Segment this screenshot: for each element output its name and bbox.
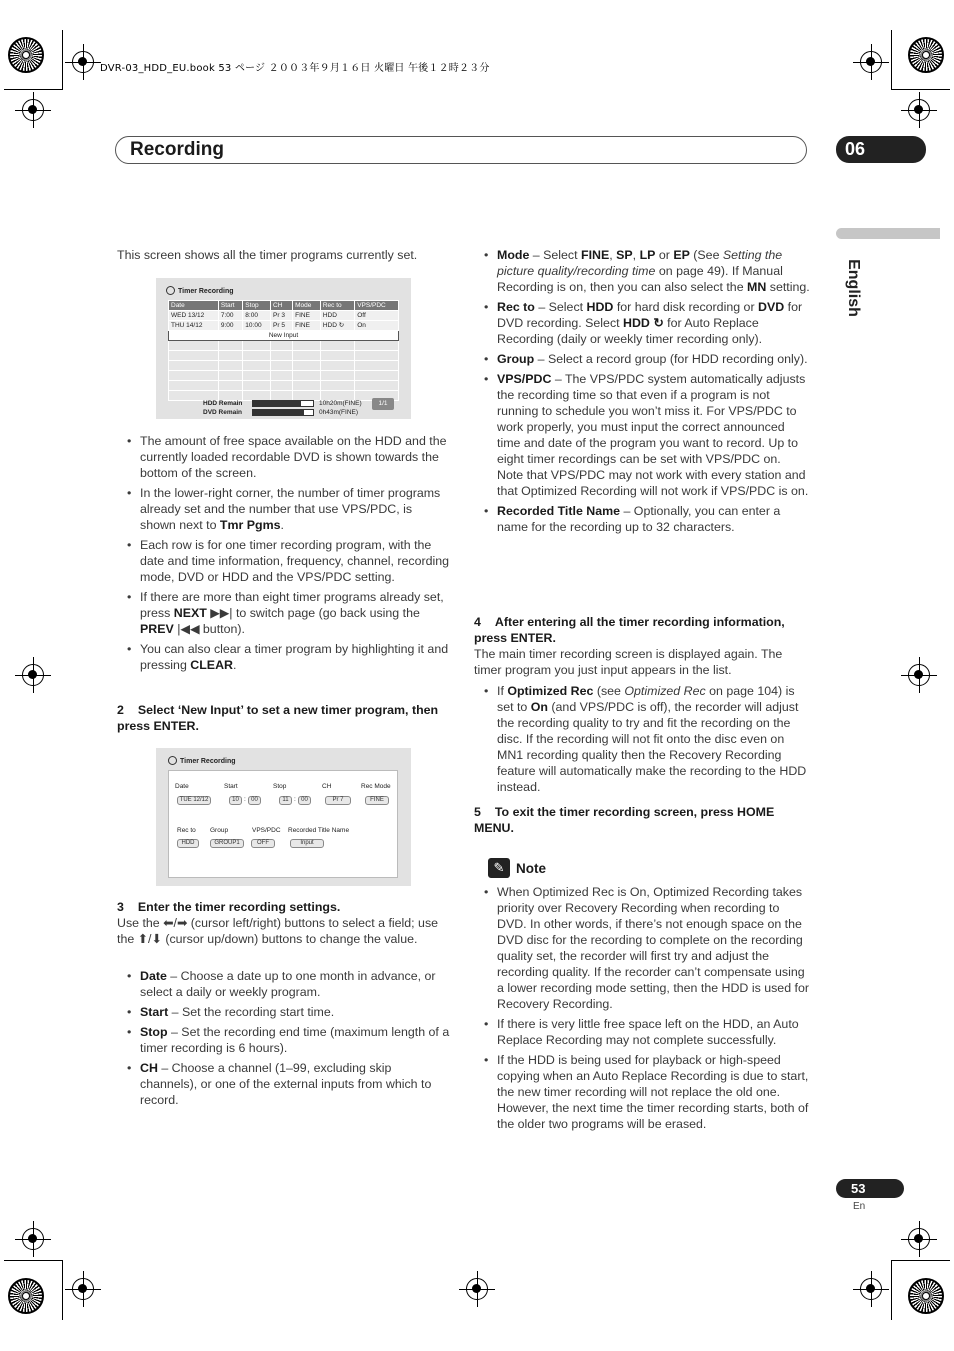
registration-mark (72, 51, 94, 73)
column-header: Start (218, 301, 242, 311)
empty-row (169, 351, 399, 361)
crop-line (892, 89, 950, 90)
table-cell (218, 371, 242, 381)
crop-line (62, 1260, 63, 1320)
column-header: Mode (293, 301, 321, 311)
rec-mode-label: Rec Mode (361, 783, 391, 790)
table-cell: HDD ↻ (320, 321, 354, 331)
table-cell (355, 361, 399, 371)
table-cell (243, 361, 271, 371)
table-cell (169, 361, 219, 371)
list-item: • Start – Set the recording start time. (117, 1004, 450, 1020)
timer-input-screen (156, 748, 411, 886)
note-item: • If the HDD is being used for playback or high-speed copying when an Auto Replace Recording is due to start, the new timer recording will not replace the old one. However, the next time the timer recording starts, both of the older two programs will be erased. (474, 1052, 810, 1132)
registration-mark (908, 99, 930, 121)
step-3-body: Use the ⬅/➡ (cursor left/right) buttons to select a field; use the ⬆/⬇ (cursor up/down) buttons to change the value. (117, 916, 439, 946)
empty-row (169, 361, 399, 371)
print-file-header: DVR-03_HDD_EU.book 53 ページ ２００３年９月１６日 火曜日 午後１２時２３分 (100, 63, 490, 74)
table-cell (271, 351, 293, 361)
empty-row (169, 381, 399, 391)
stop-label: Stop (273, 783, 287, 790)
column-header: Date (169, 301, 219, 311)
new-input-cell[interactable]: New Input (169, 331, 399, 341)
table-cell: THU 14/12 (169, 321, 219, 331)
table-cell (320, 351, 354, 361)
chapter-number: 06 (836, 136, 926, 163)
crop-line (892, 1260, 950, 1261)
table-cell (169, 371, 219, 381)
vps-field[interactable]: OFF (251, 839, 275, 848)
note-pencil-icon: ✎ (488, 858, 510, 878)
table-cell (293, 361, 321, 371)
registration-mark (908, 1228, 930, 1250)
table-cell (320, 361, 354, 371)
table-cell (320, 341, 354, 351)
empty-row (169, 371, 399, 381)
step-4: 4 After entering all the timer recording information, press ENTER. (474, 615, 785, 645)
step-2: 2 Select ‘New Input’ to set a new timer program, then press ENTER. (117, 703, 439, 733)
registration-mark (22, 99, 44, 121)
registration-mark (22, 1228, 44, 1250)
registration-mark (72, 1278, 94, 1300)
table-cell (293, 371, 321, 381)
input-panel (168, 770, 398, 878)
table-cell (355, 351, 399, 361)
print-registration-wheel (908, 1278, 944, 1314)
list-item: • In the lower-right corner, the number of timer programs already set and the number that use VPS/PDC, is shown next to Tmr Pgms. (117, 485, 450, 533)
ch-field[interactable]: Pr 7 (325, 796, 351, 805)
print-registration-wheel (8, 37, 44, 73)
registration-mark (860, 1278, 882, 1300)
settings-list-continued (474, 247, 810, 539)
registration-mark (908, 664, 930, 686)
crop-line (4, 1260, 62, 1261)
table-cell: On (355, 321, 399, 331)
table-cell: Pr 3 (271, 311, 293, 321)
timer-row[interactable] (169, 321, 399, 331)
page-language: En (853, 1201, 866, 1212)
column-header: CH (271, 301, 293, 311)
registration-mark (466, 1278, 488, 1300)
crop-line (891, 30, 892, 90)
new-input-row[interactable] (169, 331, 399, 341)
start-label: Start (224, 783, 238, 790)
list-item: • Each row is for one timer recording program, with the date and time information, frequency, channel, recording mode, DVD or HDD and the VPS/PDC setting. (117, 537, 450, 585)
crop-line (4, 89, 62, 90)
rec-to-label: Rec to (177, 827, 196, 834)
table-cell (243, 341, 271, 351)
table-cell (169, 381, 219, 391)
intro-text: This screen shows all the timer programs currently set. (117, 248, 418, 262)
screen-title: Timer Recording (166, 286, 234, 296)
language-tab-bar (836, 228, 940, 239)
table-cell (271, 361, 293, 371)
table-cell (218, 341, 242, 351)
table-cell (355, 381, 399, 391)
list-item: • You can also clear a timer program by highlighting it and pressing CLEAR. (117, 641, 450, 673)
table-cell: 8:00 (243, 311, 271, 321)
table-cell: WED 13/12 (169, 311, 219, 321)
rec-to-field[interactable]: HDD (177, 839, 199, 848)
table-cell (218, 361, 242, 371)
table-cell: FINE (293, 321, 321, 331)
hdd-remain-value: 10h20m(FINE) (319, 400, 362, 407)
table-cell: Off (355, 311, 399, 321)
dvd-remain-label: DVD Remain (203, 409, 243, 416)
note-title: Note (516, 861, 546, 876)
page-indicator: 1/1 (372, 398, 394, 410)
stop-minute-field[interactable]: 00 (298, 796, 311, 805)
table-cell (293, 351, 321, 361)
clock-icon (168, 756, 177, 765)
crop-line (62, 30, 63, 90)
group-label: Group (210, 827, 229, 834)
table-cell (243, 381, 271, 391)
rec-mode-field[interactable]: FINE (365, 796, 389, 805)
table-cell (355, 341, 399, 351)
column-header: Rec to (320, 301, 354, 311)
date-label: Date (175, 783, 189, 790)
table-cell: 9:00 (218, 321, 242, 331)
list-item: • The amount of free space available on the HDD and the currently loaded recordable DVD is shown towards the bottom of the screen. (117, 433, 450, 481)
list-item: • Stop – Set the recording end time (maximum length of a timer recording is 6 hours). (117, 1024, 450, 1056)
section-title-bar (115, 136, 807, 164)
dvd-remain-value: 0h43m(FINE) (319, 409, 359, 416)
registration-mark (860, 51, 882, 73)
table-cell (320, 381, 354, 391)
recorded-title-label: Recorded Title Name (288, 827, 350, 834)
table-cell (271, 381, 293, 391)
note-item: • When Optimized Rec is On, Optimized Recording takes priority over Recovery Recording when recording to DVD. In other words, if there’s not enough space on the DVD disc for the recording to complete on the recording quality set, the recorder will first try and adjust the recording quality. If the recorder can’t compensate using a lower recording mode setting, then the HDD is used for Recovery Recording. (474, 884, 810, 1012)
print-registration-wheel (8, 1278, 44, 1314)
table-cell (243, 391, 271, 401)
table-cell (271, 371, 293, 381)
timer-row[interactable] (169, 311, 399, 321)
table-cell (293, 341, 321, 351)
table-cell (320, 371, 354, 381)
step-3: 3 Enter the timer recording settings. (117, 900, 341, 914)
dvd-remain-bar (252, 409, 314, 416)
screen-notes-list (117, 433, 450, 677)
list-item: • Mode – Select FINE, SP, LP or EP (See Setting the picture quality/recording time on page 49). If Manual Recording is on, then you can also select the MN setting. (474, 247, 810, 295)
group-field[interactable]: GROUP1 (210, 839, 244, 848)
note-item: • If there is very little free space left on the HDD, an Auto Replace Recording may not complete successfully. (474, 1016, 810, 1048)
list-item: • VPS/PDC – The VPS/PDC system automatically adjusts the recording time so that even if a program is not running to schedule you won’t miss it. For VPS/PDC to work properly, you must input the correct announced time and date of the program you want to record. Up to eight timer recordings can be set with VPS/PDC on. Note that VPS/PDC may not work with every station and that Optimized Recording will not work if VPS/PDC is on. (474, 371, 810, 499)
empty-row (169, 341, 399, 351)
stop-hour-field[interactable]: 11 (279, 796, 292, 805)
table-cell: FINE (293, 311, 321, 321)
table-cell (218, 381, 242, 391)
notes-list (474, 884, 810, 1136)
step-4-body: The main timer recording screen is displayed again. The timer program you just input appears in the list. (474, 647, 783, 677)
section-title: Recording (130, 139, 224, 160)
list-item: • If Optimized Rec (see Optimized Rec on page 104) is set to On (and VPS/PDC is off), the recorder will adjust the recording quality to try and fit the recording on the disc. If the recording will not fit onto the disc even on MN1 recording quality then the Recovery Recording feature will automatically make the recording to the HDD instead. (474, 683, 810, 795)
crop-line (891, 1260, 892, 1320)
table-cell: HDD (320, 311, 354, 321)
table-cell: 10:00 (243, 321, 271, 331)
print-registration-wheel (908, 37, 944, 73)
list-item: • CH – Choose a channel (1–99, excluding skip channels), or one of the external inputs from which to record. (117, 1060, 450, 1108)
hdd-remain-label: HDD Remain (203, 400, 243, 407)
list-item: • Group – Select a record group (for HDD recording only). (474, 351, 810, 367)
vps-label: VPS/PDC (252, 827, 281, 834)
clock-icon (166, 286, 175, 295)
column-header: Stop (243, 301, 271, 311)
start-colon: : (244, 796, 246, 803)
table-cell (355, 371, 399, 381)
table-cell (271, 391, 293, 401)
settings-list (117, 968, 450, 1112)
table-cell (169, 341, 219, 351)
hdd-remain-bar (252, 400, 314, 407)
ch-label: CH (322, 783, 332, 790)
start-hour-field[interactable]: 10 (229, 796, 242, 805)
optimized-rec-list (474, 683, 810, 799)
table-cell (218, 351, 242, 361)
table-cell (293, 391, 321, 401)
recorded-title-field[interactable]: Input (290, 839, 324, 848)
date-field[interactable]: TUE 12/12 (177, 796, 211, 805)
list-item: • Recorded Title Name – Optionally, you can enter a name for the recording up to 32 characters. (474, 503, 810, 535)
page-number: 53 (836, 1179, 904, 1198)
list-item: • Date – Choose a date up to one month in advance, or select a daily or weekly program. (117, 968, 450, 1000)
list-item: • If there are more than eight timer programs already set, press NEXT ▶▶| to switch page (go back using the PREV |◀◀ button). (117, 589, 450, 637)
start-minute-field[interactable]: 00 (248, 796, 261, 805)
table-cell (243, 371, 271, 381)
list-item: • Rec to – Select HDD for hard disk recording or DVD for DVD recording. Select HDD ↻ for Auto Replace Recording (daily or weekly timer recording only). (474, 299, 810, 347)
table-cell (293, 381, 321, 391)
screen-title: Timer Recording (168, 756, 236, 766)
table-cell (169, 351, 219, 361)
language-tab: English (845, 259, 862, 317)
timer-list-screen (156, 278, 411, 419)
timer-table (168, 300, 399, 401)
table-cell: 7:00 (218, 311, 242, 321)
registration-mark (22, 664, 44, 686)
step-5: 5 To exit the timer recording screen, press HOME MENU. (474, 805, 775, 835)
table-cell (271, 341, 293, 351)
table-cell: Pr 5 (271, 321, 293, 331)
stop-colon: : (294, 796, 296, 803)
table-cell (243, 351, 271, 361)
column-header: VPS/PDC (355, 301, 399, 311)
